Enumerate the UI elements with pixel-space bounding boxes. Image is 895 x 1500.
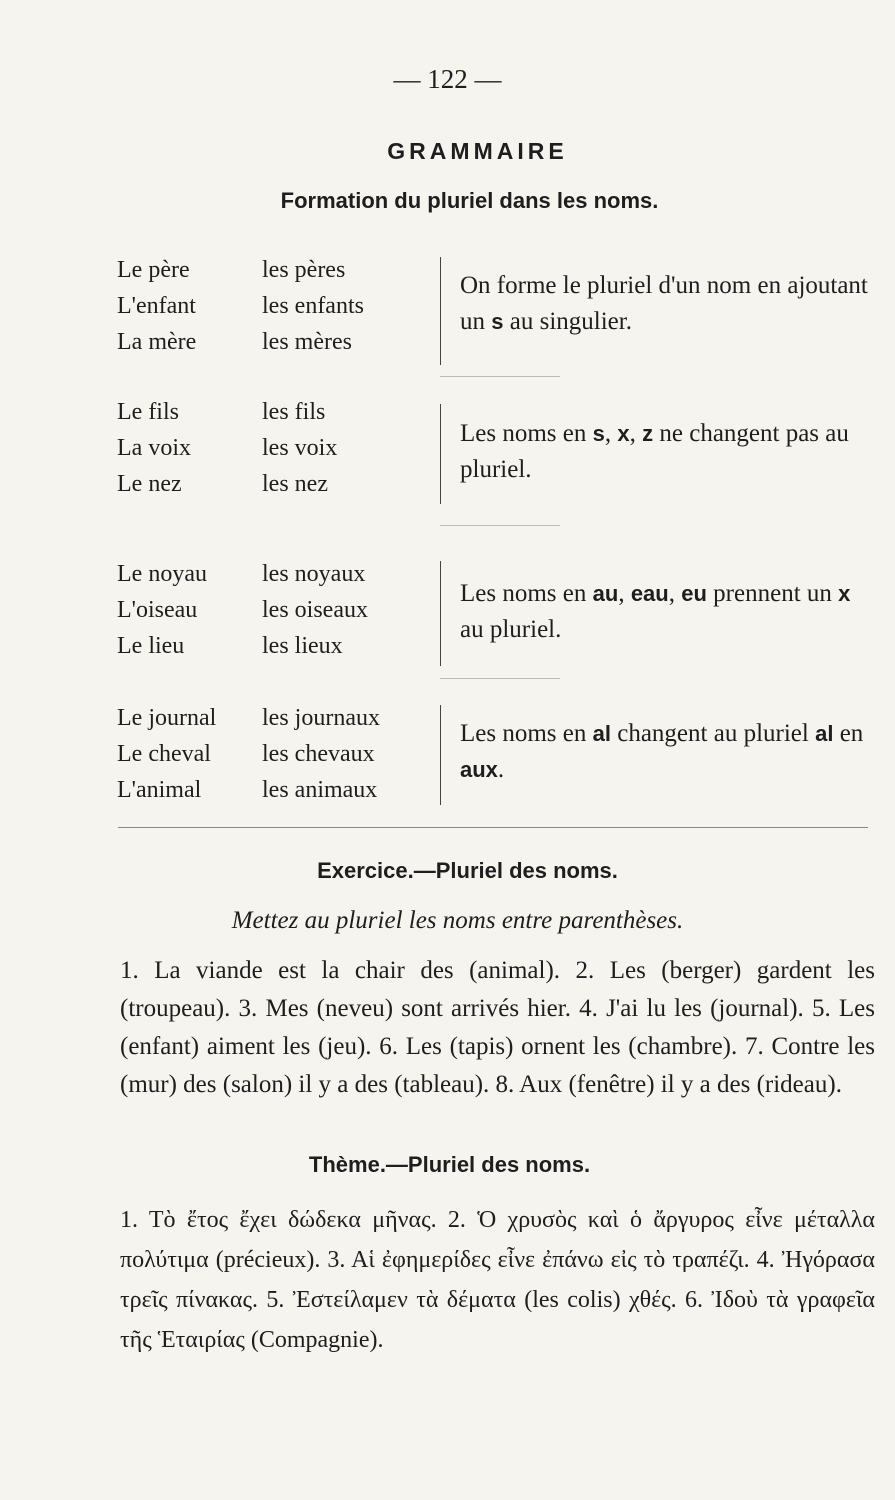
theme-title: Thème.—Pluriel des noms. [308,1152,591,1177]
exercise-instruction: Mettez au pluriel les noms entre parenthèses. [231,907,684,934]
plural-word: les pères [262,257,346,283]
singular-word: Le journal [117,705,217,731]
separator [440,525,560,526]
singular-column [117,700,216,808]
theme-text: 1. Τὸ ἔτος ἔχει δώδεκα μῆνας. 2. Ὁ χρυσὸς καὶ ὁ ἄργυρος εἶνε μέταλλα πολύτιμα (précieux). 3. Αἱ ἐφημερίδες εἶνε ἐπάνω εἰς τὸ τραπέζι. 4. Ἠγόρασα τρεῖς πίνακας. 5. Ἐστείλαμεν τὰ δέματα (les colis) χθές. 6. Ἰδοὺ τὰ γραφεῖα τῆς Ἑταιρίας (Compagnie). [120,1207,875,1353]
separator [440,678,560,679]
plural-word: les animaux [262,777,378,803]
singular-word: Le père [117,257,190,283]
exercise-title: Exercice.—Pluriel des noms. [317,858,618,883]
column-divider [440,705,441,805]
rule-note: Les noms en au, eau, eu prennent un x au pluriel. [460,580,851,643]
rule-block-1 [117,252,887,362]
plural-word: les voix [262,435,338,461]
singular-word: L'oiseau [117,597,198,623]
plural-word: les oiseaux [262,597,368,623]
plural-word: les lieux [262,633,343,659]
singular-column [117,556,207,664]
singular-word: Le noyau [117,561,207,587]
singular-word: L'animal [117,777,202,803]
rule-block-2 [117,394,887,504]
rule-block-4 [117,700,887,810]
plural-word: les mères [262,329,352,355]
plural-word: les fils [262,399,326,425]
column-divider [440,561,441,666]
plural-word: les nez [262,471,328,497]
plural-column [262,700,380,808]
plural-word: les journaux [262,705,380,731]
column-divider [440,257,441,365]
separator [440,376,560,377]
plural-word: les enfants [262,293,364,319]
singular-word: Le cheval [117,741,211,767]
column-divider [440,404,441,504]
rule-block-3 [117,556,887,666]
exercise-text: 1. La viande est la chair des (animal). 2. Les (berger) gardent les (troupeau). 3. Mes (neveu) sont arrivés hier. 4. J'ai lu les (journal). 5. Les (enfant) aiment les (jeu). 6. Les (tapis) ornent les (chambre). 7. Contre les (mur) des (salon) il y a des (tableau). 8. Aux (fenêtre) il y a des (rideau). [120,957,875,1098]
section-subtitle: Formation du pluriel dans les noms. [280,188,659,213]
singular-word: Le fils [117,399,179,425]
plural-word: les chevaux [262,741,375,767]
singular-word: Le nez [117,471,182,497]
section-title: GRAMMAIRE [387,138,568,164]
page-number: — 122 — [393,64,502,94]
plural-column [262,252,364,360]
singular-column [117,252,196,360]
singular-word: Le lieu [117,633,185,659]
singular-column [117,394,191,502]
rule-note: Les noms en al changent au pluriel al en aux. [460,720,864,783]
plural-column [262,556,368,664]
rule-note: Les noms en s, x, z ne changent pas au pluriel. [460,420,849,483]
rule-note: On forme le pluriel d'un nom en ajoutant un s au singulier. [460,272,868,335]
singular-word: La voix [117,435,191,461]
plural-word: les noyaux [262,561,366,587]
section-divider [118,827,868,828]
singular-word: La mère [117,329,197,355]
singular-word: L'enfant [117,293,196,319]
plural-column [262,394,337,502]
